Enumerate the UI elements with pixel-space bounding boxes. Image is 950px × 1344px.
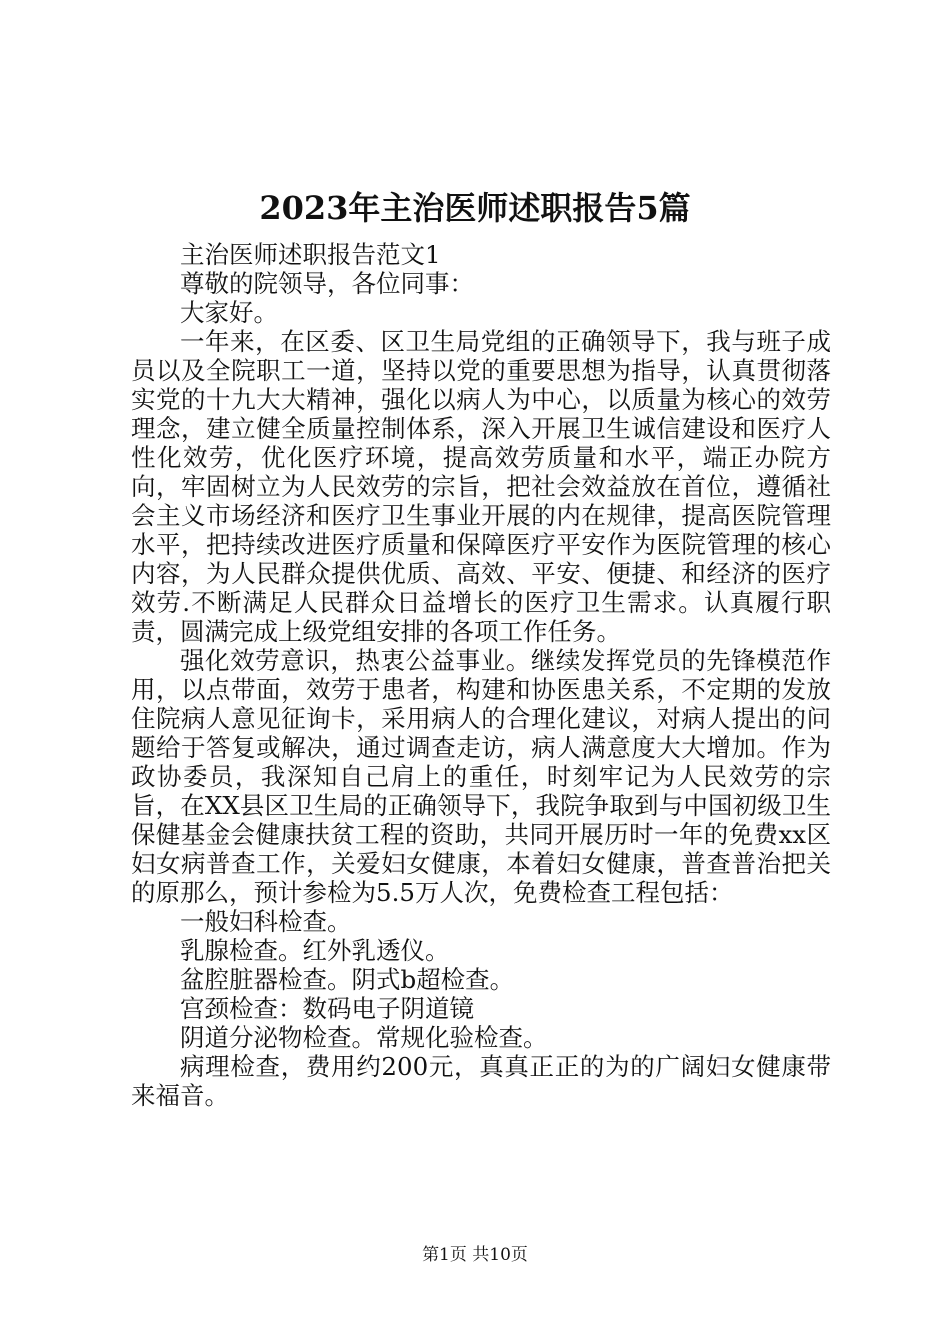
paragraph: 一年来，在区委、区卫生局党组的正确领导下，我与班子成员以及全院职工一道，坚持以党的重要思想为指导，认真贯彻落实党的十九大大精神，强化以病人为中心，以质量为核心的效劳理念，建立健全质量控制体系，深入开展卫生诚信建设和医疗人性化效劳，优化医疗环境，提高效劳质量和水平，端正办院方向，牢固树立为人民效劳的宗旨，把社会效益放在首位，遵循社会主义市场经济和医疗卫生事业开展的内在规律，提高医院管理水平，把持续改进医疗质量和保障医疗平安作为医院管理的核心内容，为人民群众提供优质、高效、平安、便捷、和经济的医疗效劳.不断满足人民群众日益增长的医疗卫生需求。认真履行职责，圆满完成上级党组安排的各项工作任务。 (131, 327, 831, 646)
paragraph: 强化效劳意识，热衷公益事业。继续发挥党员的先锋模范作用，以点带面，效劳于患者，构建和协医患关系，不定期的发放住院病人意见征询卡，采用病人的合理化建议，对病人提出的问题给于答复或解决，通过调查走访，病人满意度大大增加。作为政协委员，我深知自己肩上的重任，时刻牢记为人民效劳的宗旨，在XX县区卫生局的正确领导下，我院争取到与中国初级卫生保健基金会健康扶贫工程的资助，共同开展历时一年的免费xx区妇女病普查工作，关爱妇女健康，本着妇女健康，普查普治把关的原那么，预计参检为5.5万人次，免费检查工程包括： (131, 646, 831, 907)
document-title: 2023年主治医师述职报告5篇 (259, 189, 691, 227)
list-item: 盆腔脏器检查。阴式b超检查。 (180, 965, 515, 994)
paragraph-heading: 主治医师述职报告范文1 (180, 240, 441, 269)
list-item: 宫颈检查：数码电子阴道镜 (180, 994, 474, 1023)
list-item: 阴道分泌物检查。常规化验检查。 (180, 1023, 548, 1052)
document-body (131, 240, 831, 1110)
page-number: 第1页 共10页 (422, 1245, 528, 1265)
paragraph-greeting: 大家好。 (180, 298, 278, 327)
list-item: 一般妇科检查。 (180, 907, 352, 936)
paragraph-salutation: 尊敬的院领导，各位同事： (180, 269, 474, 298)
paragraph: 病理检查，费用约200元，真真正正的为的广阔妇女健康带来福音。 (131, 1052, 831, 1110)
list-item: 乳腺检查。红外乳透仪。 (180, 936, 450, 965)
